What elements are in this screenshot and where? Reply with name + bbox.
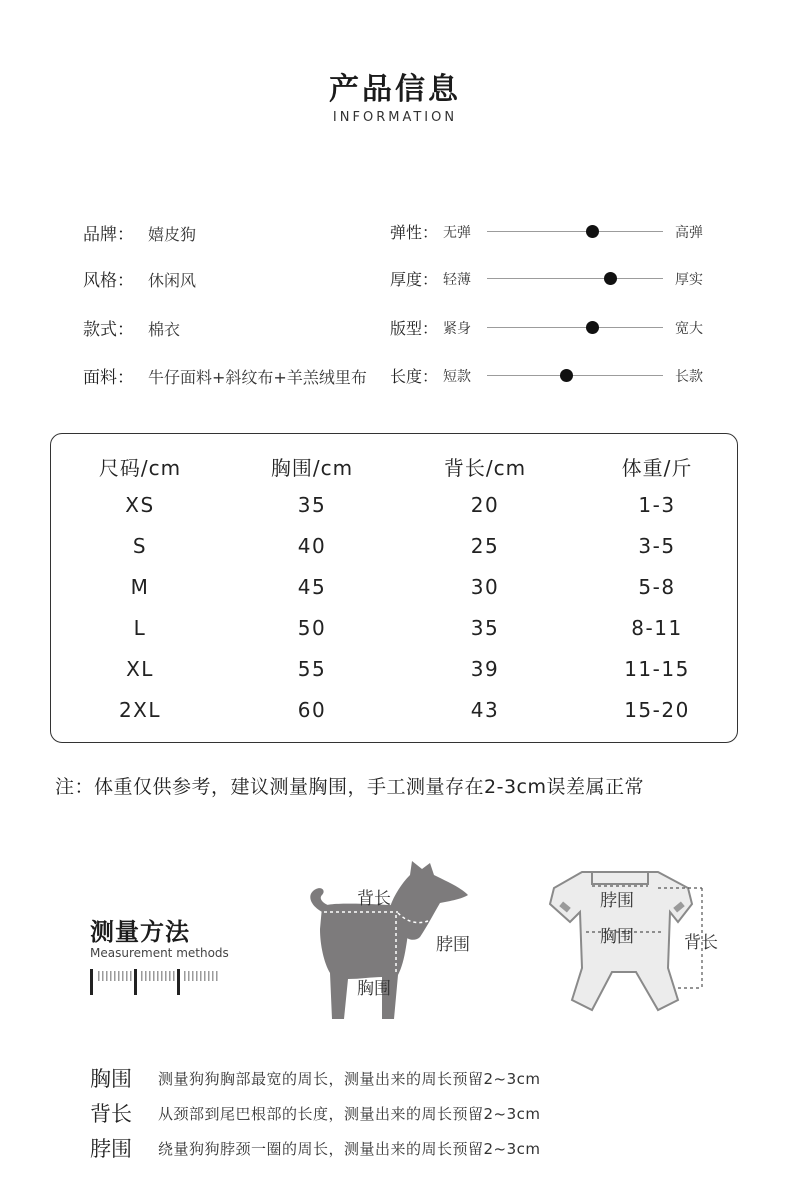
scale-low-label: 轻薄 <box>443 272 471 288</box>
measurement-subtitle: Measurement methods <box>90 946 229 960</box>
attribute-label: 面料： <box>83 368 134 388</box>
definition-description: 绕量狗狗脖颈一圈的周长，测量出来的周长预留2~3cm <box>158 1140 541 1158</box>
table-cell: 45 <box>297 575 327 599</box>
dog-chest-label: 胸围 <box>357 979 391 999</box>
table-cell: 5-8 <box>638 575 676 599</box>
scale-low-label: 无弹 <box>443 225 471 241</box>
scale-track <box>487 278 663 279</box>
clothing-chest-label: 胸围 <box>600 927 634 947</box>
table-header: 体重/斤 <box>621 456 693 480</box>
dog-neck-label: 脖围 <box>436 935 470 955</box>
table-cell: XL <box>126 657 154 681</box>
scale-low-label: 短款 <box>443 369 471 385</box>
scale-low-label: 紧身 <box>443 321 471 337</box>
scale-indicator <box>604 272 617 285</box>
scale-high-label: 厚实 <box>675 272 703 288</box>
clothing-neck-label: 脖围 <box>600 891 634 911</box>
table-cell: 8-11 <box>631 616 683 640</box>
table-cell: 15-20 <box>624 698 690 722</box>
table-cell: 43 <box>470 698 500 722</box>
table-cell: 30 <box>470 575 500 599</box>
table-cell: 39 <box>470 657 500 681</box>
dog-back-label: 背长 <box>357 889 391 909</box>
scale-indicator <box>586 225 599 238</box>
scale-label: 弹性： <box>390 223 439 242</box>
scale-indicator <box>586 321 599 334</box>
table-cell: S <box>132 534 148 558</box>
measurement-note: 注：体重仅供参考，建议测量胸围，手工测量存在2-3cm误差属正常 <box>55 776 644 798</box>
definition-term: 胸围 <box>90 1067 132 1091</box>
table-cell: 50 <box>297 616 327 640</box>
scale-track <box>487 327 663 328</box>
table-cell: M <box>130 575 150 599</box>
table-cell: 35 <box>297 493 327 517</box>
table-cell: 20 <box>470 493 500 517</box>
table-header: 胸围/cm <box>270 456 354 480</box>
attribute-label: 款式： <box>83 320 134 340</box>
scale-high-label: 高弹 <box>675 225 703 241</box>
scale-track <box>487 231 663 232</box>
page-title: 产品信息 <box>329 72 461 107</box>
definition-description: 测量狗狗胸部最宽的周长，测量出来的周长预留2~3cm <box>158 1070 541 1088</box>
scale-track <box>487 375 663 376</box>
definition-term: 背长 <box>90 1102 132 1126</box>
clothing-back-label: 背长 <box>684 933 718 953</box>
attribute-value: 棉衣 <box>148 320 181 339</box>
table-cell: 60 <box>297 698 327 722</box>
scale-label: 长度： <box>390 367 439 386</box>
page-subtitle: INFORMATION <box>332 110 458 125</box>
table-cell: 2XL <box>118 698 162 722</box>
scale-label: 版型： <box>390 319 439 338</box>
definition-term: 脖围 <box>90 1137 132 1161</box>
table-cell: 35 <box>470 616 500 640</box>
table-cell: 40 <box>297 534 327 558</box>
scale-high-label: 宽大 <box>675 321 703 337</box>
ruler-icon <box>90 968 220 996</box>
attribute-label: 品牌： <box>83 225 134 245</box>
table-header: 尺码/cm <box>98 456 182 480</box>
table-cell: 3-5 <box>638 534 676 558</box>
attribute-value: 嬉皮狗 <box>148 225 197 244</box>
table-cell: L <box>133 616 147 640</box>
scale-high-label: 长款 <box>675 369 703 385</box>
table-cell: XS <box>125 493 155 517</box>
table-cell: 1-3 <box>638 493 676 517</box>
attribute-value: 牛仔面料+斜纹布+羊羔绒里布 <box>148 368 367 387</box>
table-cell: 25 <box>470 534 500 558</box>
scale-label: 厚度： <box>390 270 439 289</box>
measurement-title: 测量方法 <box>90 918 190 946</box>
definition-description: 从颈部到尾巴根部的长度，测量出来的周长预留2~3cm <box>158 1105 541 1123</box>
attribute-value: 休闲风 <box>148 271 197 290</box>
table-cell: 11-15 <box>624 657 690 681</box>
attribute-label: 风格： <box>83 271 134 291</box>
table-header: 背长/cm <box>443 456 527 480</box>
scale-indicator <box>560 369 573 382</box>
table-cell: 55 <box>297 657 327 681</box>
